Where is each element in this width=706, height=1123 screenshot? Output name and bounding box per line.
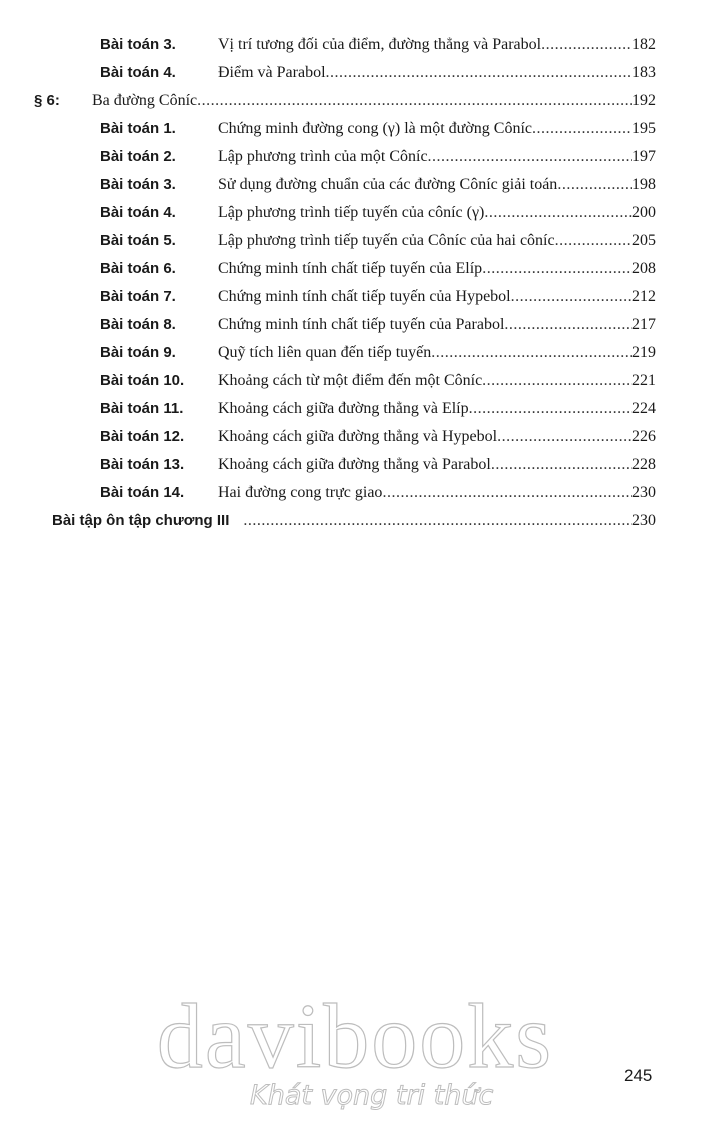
toc-entry-label: Bài toán 14. [100,484,185,501]
toc-entry-label: Bài toán 2. [100,148,176,165]
leader-dots [431,344,632,362]
toc-entry-title: Điểm và Parabol [218,64,326,81]
toc-entry-page: 200 [632,204,656,221]
toc-entry-page: 195 [632,120,656,137]
leader-dots [497,428,632,446]
toc-entry [100,456,656,482]
toc-entry-title: Chứng minh đường cong (γ) là một đường Côníc [218,120,532,137]
page-number: 245 [624,1066,653,1085]
leader-dots [197,92,632,110]
toc-entry-label: Bài toán 8. [100,316,176,333]
toc-entry-title: Lập phương trình tiếp tuyến của Côníc của hai côníc [218,232,555,249]
toc-entry [100,176,656,202]
leader-dots [557,176,632,194]
toc-entry-page: 221 [632,372,656,389]
toc-entry-title: Lập phương trình của một Côníc [218,148,428,165]
toc-entry-title: Hai đường cong trực giao [218,484,383,501]
toc-entry-label: Bài toán 7. [100,288,176,305]
leader-dots [469,400,632,418]
toc-entry-title: Khoảng cách giữa đường thẳng và Elíp [218,400,469,417]
toc-entry-label: Bài toán 3. [100,176,176,193]
toc-entry-label: Bài toán 3. [100,36,176,53]
toc-entry-page: 226 [632,428,656,445]
leader-dots [504,316,632,334]
toc-entry-label: Bài toán 5. [100,232,176,249]
toc-entry-title: Quỹ tích liên quan đến tiếp tuyến [218,344,432,361]
toc-entry [100,484,656,510]
toc-entry [100,344,656,370]
toc-section-page: 192 [632,92,656,109]
toc-entry-page: 219 [632,344,656,361]
toc-entry-page: 198 [632,176,656,193]
toc-entry-page: 183 [632,64,656,81]
toc-entry-title: Lập phương trình tiếp tuyến của côníc (γ) [218,204,485,221]
toc-entry-page: 217 [632,316,656,333]
toc-entry-label: Bài toán 1. [100,120,176,137]
toc-entry-title: Khoảng cách giữa đường thẳng và Parabol [218,456,491,473]
toc-entry-label: Bài toán 9. [100,344,176,361]
toc-entry-title: Chứng minh tính chất tiếp tuyến của Elíp [218,260,483,277]
toc-entry-page: 182 [632,36,656,53]
watermark-logo: davibooks [156,985,554,1087]
toc-entry-label: Bài toán 4. [100,64,176,81]
leader-dots [382,484,632,502]
toc-entry-label: Bài toán 11. [100,400,184,417]
toc-entry-label: Bài toán 10. [100,372,185,389]
leader-dots [482,372,632,390]
toc-entry [100,36,656,62]
toc-review-page: 230 [632,512,656,529]
toc-entry-label: Bài toán 6. [100,260,176,277]
toc-entry-page: 208 [632,260,656,277]
toc-section [34,92,656,118]
watermark-slogan: Khát vọng tri thức [250,1080,494,1111]
toc-entry-title: Sử dụng đường chuẩn của các đường Côníc giải toán [218,176,558,193]
toc-section-label: § 6: [34,92,60,109]
toc-entry-page: 197 [632,148,656,165]
toc-entry [100,64,656,90]
leader-dots [484,204,632,222]
leader-dots [326,64,632,82]
toc-entry [100,288,656,314]
toc-entry [100,120,656,146]
toc-entry-page: 228 [632,456,656,473]
toc-entry-title: Chứng minh tính chất tiếp tuyến của Hypebol [218,288,511,305]
toc-entry-page: 212 [632,288,656,305]
toc-entry [100,316,656,342]
toc-entry-page: 224 [632,400,656,417]
leader-dots [428,148,632,166]
toc-entry [100,372,656,398]
leader-dots [541,36,632,54]
toc-entry [100,400,656,426]
toc-entry-label: Bài toán 12. [100,428,185,445]
toc-entry-label: Bài toán 4. [100,204,176,221]
toc-chapter-review [52,512,656,538]
leader-dots [511,288,632,306]
toc-entry-label: Bài toán 13. [100,456,185,473]
toc-entry-page: 205 [632,232,656,249]
toc-entry-page: 230 [632,484,656,501]
leader-dots [532,120,632,138]
toc-section-title: Ba đường Côníc [92,92,198,109]
toc-entry [100,204,656,230]
toc-entry [100,428,656,454]
toc-review-label: Bài tập ôn tập chương III [52,512,230,529]
leader-dots [243,512,632,530]
toc-entry-title: Khoảng cách giữa đường thẳng và Hypebol [218,428,498,445]
toc-entry-title: Chứng minh tính chất tiếp tuyến của Parabol [218,316,505,333]
toc-entry [100,148,656,174]
leader-dots [555,232,632,250]
leader-dots [482,260,632,278]
leader-dots [491,456,632,474]
toc-entry [100,232,656,258]
toc-entry [100,260,656,286]
toc-entry-title: Khoảng cách từ một điểm đến một Côníc [218,372,483,389]
toc-entry-title: Vị trí tương đối của điểm, đường thẳng và Parabol [218,36,542,53]
